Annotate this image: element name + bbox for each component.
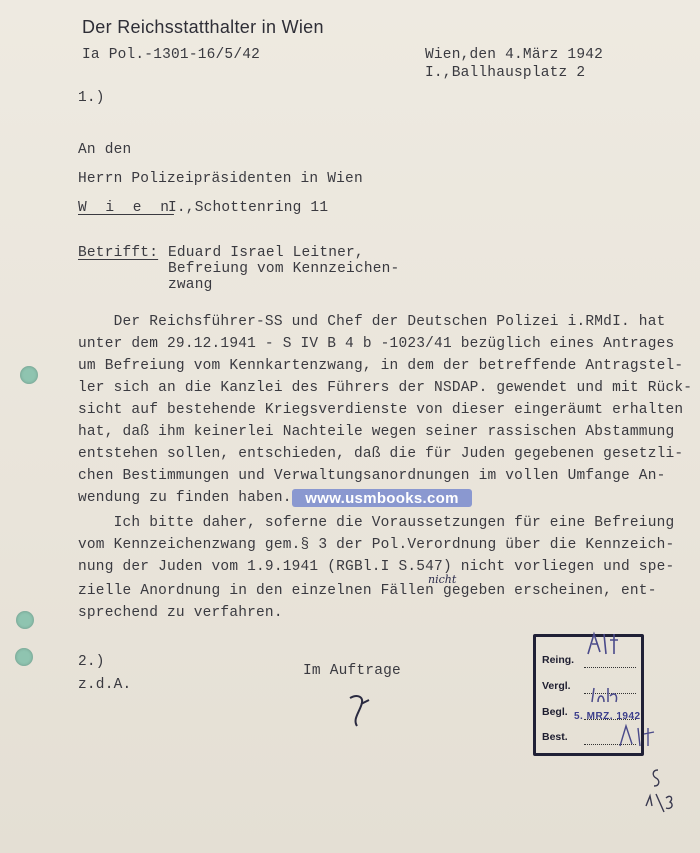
body-line: Ich bitte daher, soferne die Voraussetzungen für eine Befreiung bbox=[78, 515, 675, 531]
body-line: sicht auf bestehende Kriegsverdienste von dieser eingeräumt erhalten bbox=[78, 402, 684, 418]
body-line: vom Kennzeichenzwang gem.§ 3 der Pol.Verordnung über die Kennzeich- bbox=[78, 537, 675, 553]
margin-notes bbox=[640, 766, 680, 816]
recipient-city: W i e n bbox=[78, 200, 174, 216]
stamp-initials bbox=[588, 684, 628, 706]
punch-hole bbox=[16, 611, 34, 629]
item-two: 2.) bbox=[78, 654, 105, 670]
body-line: unter dem 29.12.1941 - S IV B 4 b -1023/41 bezüglich eines Antrages bbox=[78, 336, 675, 352]
stamp-initials bbox=[584, 630, 634, 660]
im-auftrage: Im Auftrage bbox=[303, 663, 401, 679]
stamp-date: 5. MRZ. 1942 bbox=[574, 711, 641, 722]
punch-hole bbox=[20, 366, 38, 384]
stamp-label-vergl: Vergl. bbox=[542, 680, 571, 692]
watermark-text: www.usmbooks.com bbox=[305, 490, 459, 507]
body-line: wendung zu finden haben. bbox=[78, 490, 292, 506]
body-line: nung der Juden vom 1.9.1941 (RGBl.I S.547) nicht vorliegen und spe- bbox=[78, 559, 675, 575]
subject-line3: zwang bbox=[168, 277, 213, 293]
item-one: 1.) bbox=[78, 90, 105, 106]
stamp-label-begl: Begl. bbox=[542, 706, 568, 718]
place-date: Wien,den 4.März 1942 bbox=[425, 47, 604, 63]
stamp-initials bbox=[616, 722, 660, 752]
stamp-label-best: Best. bbox=[542, 731, 568, 743]
recipient-line2: Herrn Polizeipräsidenten in Wien bbox=[78, 171, 363, 187]
body-line: hat, daß ihm keinerlei Nachteile wegen seiner rassischen Abstammung bbox=[78, 424, 675, 440]
watermark-banner bbox=[292, 489, 472, 507]
body-line: chen Bestimmungen und Verwaltungsanordnungen im vollen Umfange An- bbox=[78, 468, 666, 484]
body-line: Der Reichsführer-SS und Chef der Deutschen Polizei i.RMdI. hat bbox=[78, 314, 666, 330]
signature-mark bbox=[345, 690, 375, 732]
letterhead-authority: Der Reichsstatthalter in Wien bbox=[82, 17, 324, 37]
body-line: um Befreiung vom Kennkartenzwang, in dem der betreffende Antragstel- bbox=[78, 358, 684, 374]
recipient-street: I.,Schottenring 11 bbox=[168, 200, 329, 216]
body-line: ler sich an die Kanzlei des Führers der NSDAP. gewendet und mit Rück- bbox=[78, 380, 693, 396]
address: I.,Ballhausplatz 2 bbox=[425, 65, 586, 81]
subject-label: Betrifft: bbox=[78, 245, 159, 261]
recipient-line1: An den bbox=[78, 142, 132, 158]
stamp-label-reing: Reing. bbox=[542, 654, 575, 666]
stamp-line bbox=[584, 667, 636, 668]
body-line: sprechend zu verfahren. bbox=[78, 605, 283, 621]
reference-number: Ia Pol.-1301-16/5/42 bbox=[82, 47, 261, 63]
subject-line2: Befreiung vom Kennzeichen- bbox=[168, 261, 400, 277]
handwritten-insertion: nicht bbox=[428, 573, 457, 586]
body-line: zielle Anordnung in den einzelnen Fällen gegeben erscheinen, ent- bbox=[78, 583, 657, 599]
body-line: entstehen sollen, entschieden, daß die für Juden gegebenen gesetzli- bbox=[78, 446, 684, 462]
punch-hole bbox=[15, 648, 33, 666]
zda-note: z.d.A. bbox=[78, 677, 132, 693]
subject-line1: Eduard Israel Leitner, bbox=[168, 245, 364, 261]
